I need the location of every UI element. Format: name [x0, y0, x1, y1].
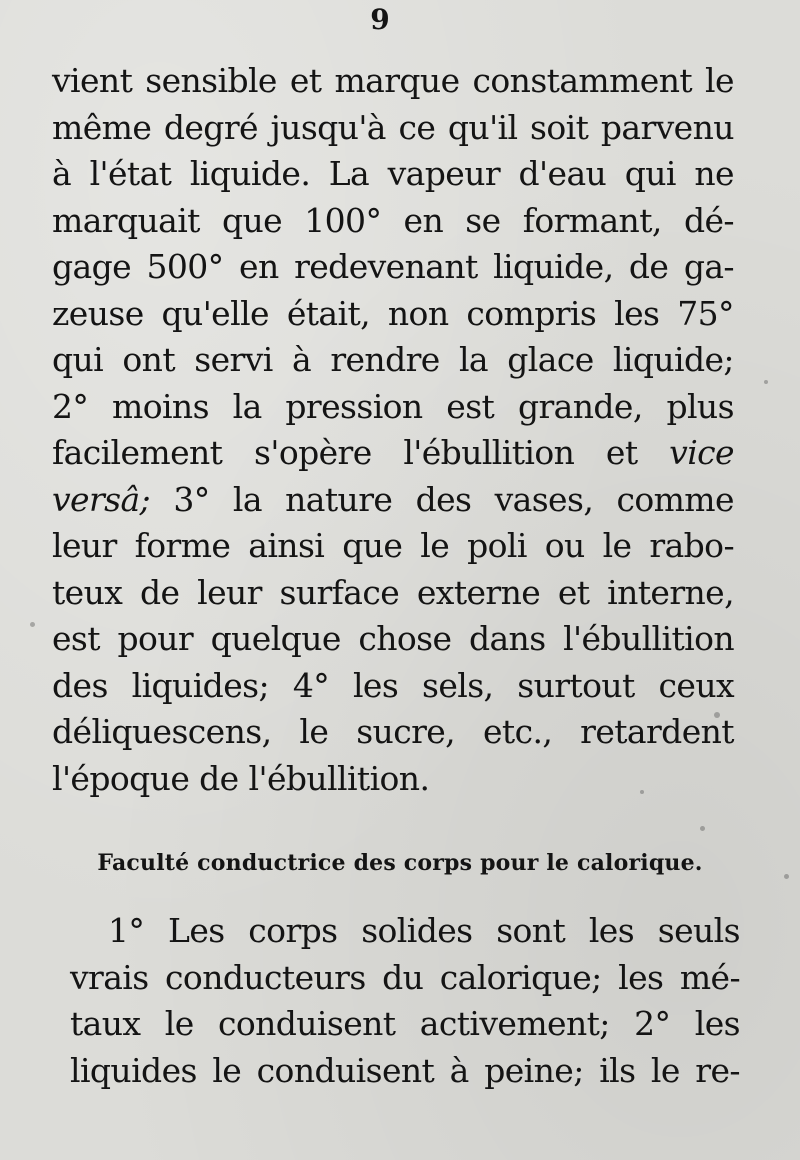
word: qui: [624, 154, 676, 193]
word: facilement: [52, 433, 223, 472]
word: pour: [117, 619, 194, 658]
word: externe: [416, 572, 541, 612]
paper-speck: [700, 826, 705, 831]
word: le: [164, 1004, 194, 1043]
word: s'opère: [254, 433, 372, 472]
word: en: [403, 200, 444, 240]
word: le: [299, 712, 329, 751]
word: les: [588, 911, 635, 950]
word: vice: [669, 433, 734, 472]
word: liquide,: [493, 247, 614, 286]
text-line: [52, 384, 734, 431]
word: dans: [468, 619, 546, 658]
word: la: [458, 340, 488, 379]
word: à: [291, 340, 312, 379]
text-line: [52, 709, 734, 756]
word: ou: [544, 526, 585, 565]
word: chose: [358, 619, 452, 658]
word: 4°: [292, 665, 330, 705]
word: 2°: [634, 1004, 671, 1043]
word: calorique;: [439, 957, 602, 997]
word: liquide.: [189, 154, 311, 193]
word: liquide;: [612, 340, 734, 379]
word: le: [705, 61, 734, 100]
paper-speck: [30, 622, 35, 627]
word: était,: [286, 293, 371, 333]
word: ga-: [683, 247, 734, 286]
word: qu'il: [447, 107, 518, 147]
word: jusqu'à: [270, 107, 386, 147]
word: rabo-: [649, 526, 734, 565]
word: soit: [530, 107, 589, 147]
text-line: [52, 430, 734, 477]
paper-speck: [640, 790, 644, 794]
text-line: [52, 151, 734, 198]
word: l'ébullition: [563, 619, 734, 658]
word: d'eau: [518, 154, 607, 193]
word: l'ébullition.: [248, 758, 430, 798]
text-line: [52, 198, 734, 245]
word: 1°: [108, 911, 145, 950]
word: formant,: [522, 200, 662, 240]
word: ce: [398, 107, 436, 147]
word: vases,: [494, 479, 594, 519]
text-line: [70, 1048, 740, 1095]
text-line: [52, 616, 734, 663]
text-line: [70, 1001, 740, 1048]
word: en: [239, 247, 279, 286]
word: ainsi: [248, 526, 325, 565]
word: activement;: [419, 1004, 610, 1043]
text-line: [52, 663, 734, 710]
word: marquait: [52, 200, 200, 240]
word: à: [449, 1050, 469, 1090]
word: retardent: [580, 712, 734, 751]
word: versâ;: [52, 479, 151, 519]
word: que: [342, 526, 403, 565]
text-line: [52, 337, 734, 384]
word: la: [232, 386, 262, 426]
word: l'ébullition: [403, 433, 575, 472]
word: grande,: [517, 386, 643, 426]
word: l'époque: [52, 758, 190, 798]
word: La: [328, 154, 370, 193]
word: même: [52, 107, 152, 147]
paper-speck: [764, 380, 768, 384]
word: les: [694, 1004, 740, 1043]
word: liquides;: [131, 665, 269, 705]
text-line: [52, 756, 734, 803]
word: de: [199, 758, 239, 798]
word: la: [232, 479, 262, 519]
word: 3°: [173, 479, 210, 519]
word: conduisent: [217, 1004, 396, 1043]
word: re-: [695, 1050, 740, 1090]
text-line: [52, 291, 734, 338]
word: marque: [334, 61, 460, 100]
word: solides: [361, 911, 473, 950]
word: degré: [163, 107, 258, 147]
word: surface: [279, 572, 400, 612]
word: pression: [285, 386, 423, 426]
word: rendre: [330, 340, 440, 379]
word: corps: [248, 911, 338, 950]
paragraph-ebullition: [52, 58, 734, 802]
word: les: [618, 957, 664, 997]
word: etc.,: [482, 712, 553, 751]
word: gage: [52, 247, 132, 286]
word: leur: [197, 572, 262, 612]
word: se: [465, 200, 501, 240]
word: et: [289, 61, 322, 100]
word: non: [387, 293, 449, 333]
text-line: [70, 908, 740, 955]
word: et: [557, 572, 590, 612]
word: vapeur: [387, 154, 501, 193]
word: 75°: [677, 293, 734, 333]
paragraph-conductivity: [70, 908, 740, 1094]
word: sont: [496, 911, 566, 950]
text-line: [52, 244, 734, 291]
word: constamment: [472, 61, 693, 100]
word: vrais: [70, 957, 149, 997]
word: l'état: [89, 154, 172, 193]
word: Les: [168, 911, 225, 950]
word: taux: [70, 1004, 141, 1043]
word: ils: [599, 1050, 636, 1090]
page-number: 9: [370, 3, 390, 36]
word: parvenu: [600, 107, 734, 147]
word: sucre,: [356, 712, 456, 751]
word: glace: [507, 340, 594, 379]
word: que: [221, 200, 283, 240]
text-line: [52, 523, 734, 570]
word: 500°: [146, 247, 224, 286]
paper-speck: [714, 712, 720, 718]
word: 100°: [304, 200, 382, 240]
word: à: [52, 154, 72, 193]
word: de: [628, 247, 669, 286]
text-line: [52, 58, 734, 105]
word: les: [352, 665, 399, 705]
word: et: [605, 433, 638, 472]
word: teux: [52, 572, 123, 612]
word: surtout: [517, 665, 635, 705]
word: ne: [694, 154, 734, 193]
text-line: [52, 105, 734, 152]
word: qui: [52, 340, 104, 379]
word: les: [614, 293, 660, 333]
word: comme: [616, 479, 734, 519]
word: quelque: [210, 619, 341, 658]
word: servi: [194, 340, 273, 379]
word: sels,: [421, 665, 494, 705]
word: ceux: [658, 665, 734, 705]
word: est: [446, 386, 495, 426]
word: vient: [52, 61, 133, 100]
word: 2°: [52, 386, 89, 426]
word: le: [602, 526, 632, 565]
word: ont: [122, 340, 175, 379]
section-heading: Faculté conductrice des corps pour le calorique.: [97, 850, 703, 876]
text-line: [52, 570, 734, 617]
text-line: [70, 955, 740, 1002]
word: moins: [112, 386, 209, 426]
word: forme: [134, 526, 231, 565]
word: plus: [666, 386, 734, 426]
word: dé-: [683, 200, 734, 240]
word: leur: [52, 526, 117, 565]
word: sensible: [145, 61, 277, 100]
word: nature: [285, 479, 393, 519]
word: liquides: [70, 1050, 197, 1090]
word: conduisent: [256, 1050, 435, 1090]
word: peine;: [484, 1050, 584, 1090]
word: mé-: [679, 957, 740, 997]
word: déliquescens,: [52, 712, 272, 751]
word: du: [382, 957, 424, 997]
word: zeuse: [52, 293, 144, 333]
word: interne,: [607, 572, 734, 612]
word: des: [52, 665, 108, 705]
paper-speck: [784, 874, 789, 879]
word: le: [420, 526, 450, 565]
word: de: [139, 572, 180, 612]
word: seuls: [657, 911, 740, 950]
word: compris: [466, 293, 597, 333]
word: conducteurs: [165, 957, 366, 997]
word: qu'elle: [161, 293, 269, 333]
word: est: [52, 619, 100, 658]
word: des: [415, 479, 472, 519]
word: le: [212, 1050, 242, 1090]
word: redevenant: [294, 247, 478, 286]
word: le: [650, 1050, 680, 1090]
text-line: [52, 477, 734, 524]
word: poli: [467, 526, 527, 565]
